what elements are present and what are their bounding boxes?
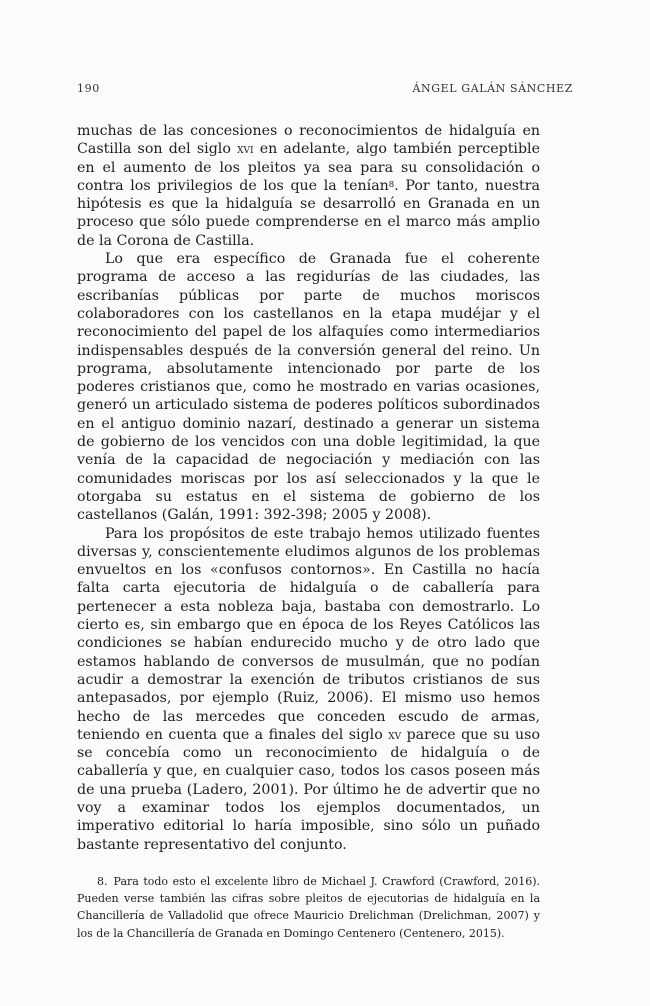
body-text bbox=[77, 122, 540, 854]
century-numeral: xv bbox=[388, 726, 402, 743]
footnote-8 bbox=[77, 873, 540, 942]
footnote-reference-8[interactable]: 8 bbox=[388, 179, 395, 190]
running-head-author: ÁNGEL GALÁN SÁNCHEZ bbox=[412, 82, 573, 95]
paragraph-3 bbox=[77, 525, 540, 854]
century-numeral: xvi bbox=[237, 141, 254, 158]
paragraph-1-text-a: muchas de las concesiones o reconocimientos de hidalguía en Castilla son del siglo bbox=[77, 123, 540, 158]
paragraph-3-text-a: Para los propósitos de este trabajo hemos utilizado fuentes diversas y, conscientemente eludimos algunos de los problemas envueltos en los «confusos contornos». En Castilla no hacía falta carta ejecutoria de hidalguía o de caballería para pertenecer a esta nobleza baja, bastaba con demostrarlo. Lo cierto es, sin embargo que en época de los Reyes Católicos las condiciones se habían endurecido mucho y de otro lado que estamos hablando de conversos de musulmán, que no podían acudir a demostrar la exención de tributos cristianos de sus antepasados, por ejemplo (Ruiz, 2006). El mismo uso hemos hecho de las mercedes que conceden escudo de armas, teniendo en cuenta que a finales del siglo bbox=[77, 525, 540, 743]
footnote-text: Para todo esto el excelente libro de Michael J. Crawford (Crawford, 2016). Pueden verse también las cifras sobre pleitos de ejecutorias de hidalguía en la Chancillería de Valladolid que ofrece Mauricio Drelichman (Drelichman, 2007) y los de la Chancillería de Granada en Domingo Centenero (Centenero, 2015). bbox=[77, 875, 540, 940]
page-number: 190 bbox=[77, 82, 100, 95]
footnote-number: 8. bbox=[97, 875, 108, 888]
paragraph-1-text-b: en adelante, algo también perceptible en el aumento de los pleitos ya sea para su consolidación o contra los privilegios de los que la tenían bbox=[77, 141, 540, 194]
paragraph-1 bbox=[77, 122, 540, 250]
paragraph-1-text-c: . Por tanto, nuestra hipótesis es que la hidalguía se desarrolló en Granada en un proceso que sólo puede comprenderse en el marco más amplio de la Corona de Castilla. bbox=[77, 177, 540, 249]
paragraph-3-text-b: parece que su uso se concebía como un reconocimiento de hidalguía o de caballería y que, en cualquier caso, todos los casos poseen más de una prueba (Ladero, 2001). Por último he de advertir que no voy a examinar todos los ejemplos documentados, un imperativo editorial lo haría imposible, sino sólo un puñado bastante representativo del conjunto. bbox=[77, 726, 540, 853]
paragraph-2: Lo que era específico de Granada fue el coherente programa de acceso a las regidurías de las ciudades, las escribanías públicas por parte de muchos moriscos colaboradores con los castellanos en la etapa mudéjar y el reconocimiento del papel de los alfaquíes como intermediarios indispensables después de la conversión general del reino. Un programa, absolutamente intencionado por parte de los poderes cristianos que, como he mostrado en varias ocasiones, generó un articulado sistema de poderes políticos subordinados en el antiguo dominio nazarí, destinado a generar un sistema de gobierno de los vencidos con una doble legitimidad, la que venía de la capacidad de negociación y mediación con las comunidades moriscas por los así seleccionados y la que le otorgaba su estatus en el sistema de gobierno de los castellanos (Galán, 1991: 392-398; 2005 y 2008). bbox=[77, 251, 540, 524]
running-head bbox=[77, 82, 573, 95]
